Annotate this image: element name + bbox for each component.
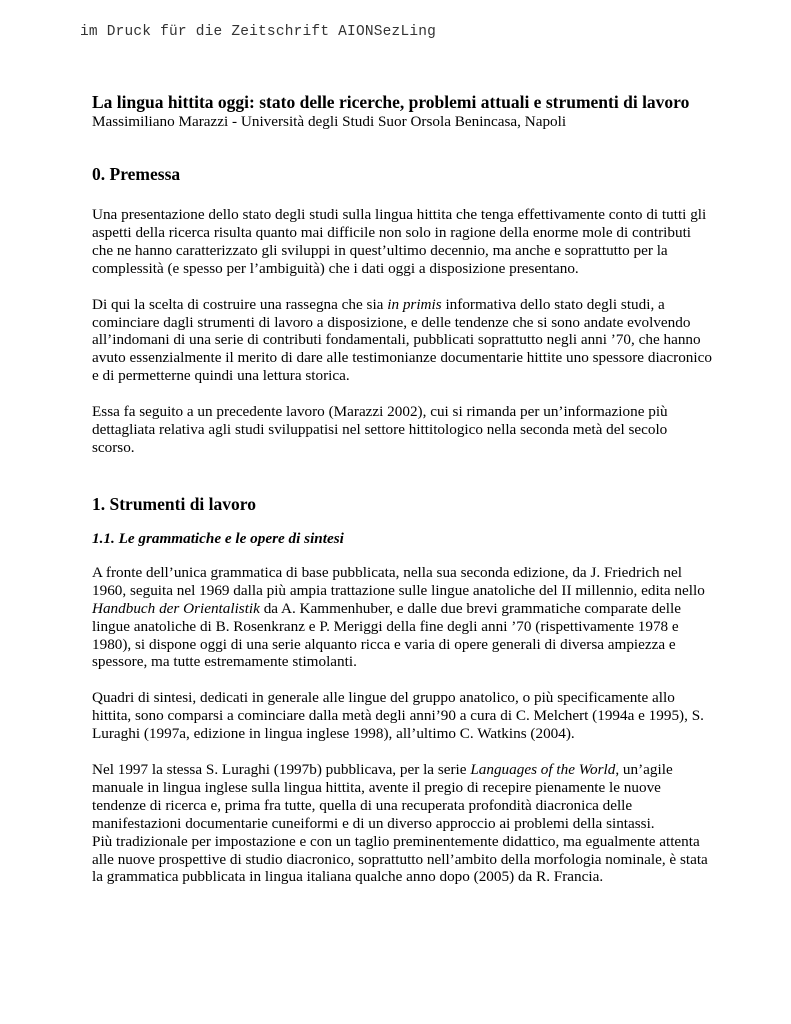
- article-title: La lingua hittita oggi: stato delle ricerche, problemi attuali e strumenti di lavoro: [92, 92, 690, 112]
- text-run: , un’agile manuale in lingua inglese sulla lingua hittita, avente il pregio di recepire pienamente le nuove tendenze di ricerca e, prima fra tutte, quella di una recuperata profondità diacronica delle manifestazioni documentarie cuneiformi e di un diverso approccio ai problemi della sintassi.: [92, 761, 673, 832]
- italic-term: in primis: [387, 295, 442, 313]
- section-heading-premessa: 0. Premessa: [92, 164, 181, 184]
- paragraph: Essa fa seguito a un precedente lavoro (Marazzi 2002), cui si rimanda per un’informazione più dettagliata relativa agli studi sviluppatisi nel settore hittitologico nella seconda metà del secolo scorso.: [92, 403, 668, 456]
- paragraph: [92, 564, 712, 671]
- subsection-heading: 1.1. Le grammatiche e le opere di sintesi: [92, 529, 344, 547]
- paragraph: [92, 761, 712, 833]
- text-run: A fronte dell’unica grammatica di base pubblicata, nella sua seconda edizione, da J. Friedrich nel 1960, seguita nel 1969 dalla più ampia trattazione sulle lingue anatoliche del II millennio, edita nello: [92, 563, 705, 599]
- text-run: informativa dello stato degli studi, a cominciare dagli strumenti di lavoro a disposizione, e delle tendenze che si sono andate evolvendo all’indomani di una serie di contributi fondamentali, pubblicati soprattutto negli anni ’70, che hanno avuto essenzialmente il merito di dare alle testimonianze documentarie hittite uno spessore diacronico e di permetterne quindi una lettura storica.: [92, 295, 712, 385]
- author-line: Massimiliano Marazzi - Università degli Studi Suor Orsola Benincasa, Napoli: [92, 113, 567, 130]
- italic-title: Handbuch der Orientalistik: [92, 599, 260, 617]
- section-heading-strumenti: 1. Strumenti di lavoro: [92, 493, 256, 514]
- text-run: da A. Kammenhuber, e dalle due brevi grammatiche comparate delle lingue anatoliche di B. Rosenkranz e P. Meriggi della fine degli anni ’70 (rispettivamente 1978 e 1980), si dispone oggi di una serie alquanto ricca e varia di opere generali di diversa ampiezza e spessore, ma tutte estremamente stimolanti.: [92, 599, 681, 671]
- text-run: Di qui la scelta di costruire una rassegna che sia: [92, 295, 388, 313]
- italic-title: Languages of the World: [470, 761, 616, 779]
- paragraph: [92, 296, 712, 386]
- paragraph: Una presentazione dello stato degli studi sulla lingua hittita che tenga effettivamente conto di tutti gli aspetti della ricerca risulta quanto mai difficile non solo in ragione della enorme mole di contributi che ne hanno caratterizzato gli sviluppi in quest’ultimo decennio, ma anche e soprattutto per la complessità (e spesso per l’ambiguità) che i dati oggi a disposizione presentano.: [92, 206, 707, 277]
- header-note: im Druck für die Zeitschrift AIONSezLing: [80, 24, 437, 40]
- paragraph: Più tradizionale per impostazione e con un taglio preminentemente didattico, ma egualmente attenta alle nuove prospettive di studio diacronico, soprattutto nell’ambito della morfologia nominale, è stata la grammatica pubblicata in lingua italiana qualche anno dopo (2005) da R. Francia.: [92, 832, 708, 886]
- paragraph: Quadri di sintesi, dedicati in generale alle lingue del gruppo anatolico, o più specificamente allo hittita, sono comparsi a cominciare dalla metà degli anni’90 a cura di C. Melchert (1994a e 1995), S. Luraghi (1997a, edizione in lingua inglese 1998), all’ultimo C. Watkins (2004).: [92, 689, 704, 743]
- article-body: [92, 92, 712, 886]
- text-run: Nel 1997 la stessa S. Luraghi (1997b) pubblicava, per la serie: [92, 761, 471, 779]
